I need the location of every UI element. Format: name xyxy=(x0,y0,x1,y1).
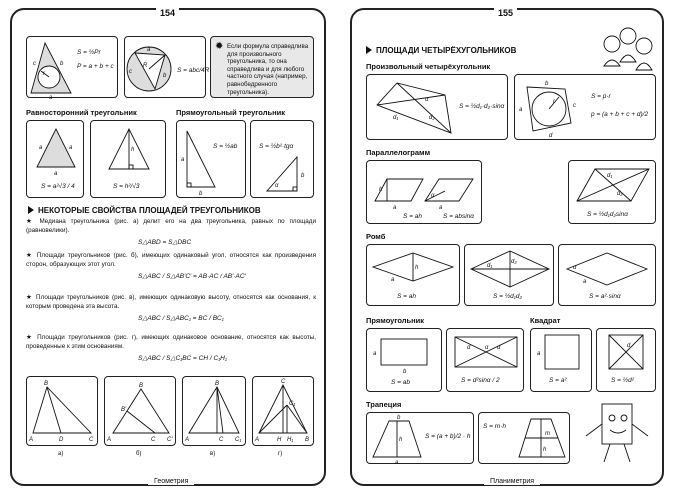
svg-text:C: C xyxy=(219,437,224,443)
svg-text:b: b xyxy=(545,81,549,87)
svg-text:a: a xyxy=(583,279,587,285)
parallelogram-formula-2: S = absinα xyxy=(443,213,474,220)
svg-text:C: C xyxy=(89,437,94,443)
svg-text:A: A xyxy=(107,437,112,443)
svg-text:c: c xyxy=(573,103,576,109)
caption-d: г) xyxy=(278,451,283,457)
square-box-2 xyxy=(596,328,656,392)
square-title: Квадрат xyxy=(530,316,561,325)
svg-text:B: B xyxy=(215,381,220,387)
rectangle-formula-2: S = d²sinα / 2 xyxy=(461,377,500,384)
right-triangle-figure-1 xyxy=(177,121,247,199)
svg-text:m: m xyxy=(545,431,550,437)
svg-text:d: d xyxy=(549,133,553,139)
property-1-formula: S△ABD = S△DBC xyxy=(138,239,192,246)
svg-text:d₁: d₁ xyxy=(607,173,613,179)
property-4-formula: S△ABC / S△C₁BC = CH / C₁H₁ xyxy=(138,355,227,362)
right-page xyxy=(350,8,664,486)
svg-text:c: c xyxy=(129,69,132,75)
svg-text:a: a xyxy=(39,145,43,151)
svg-text:α: α xyxy=(573,265,577,271)
page-number: 155 xyxy=(494,8,517,18)
property-2: ★ Площади треугольников (рис. б), имеющих одинаковый угол, относятся как произведения сторон, образующих этот угол. xyxy=(26,252,316,268)
square-box-1 xyxy=(530,328,592,392)
caption-c: в) xyxy=(210,451,216,457)
caption-a: а) xyxy=(58,451,64,457)
parallelogram-formula-3: S = ½d₁d₂sinα xyxy=(587,211,628,218)
svg-text:d₁: d₁ xyxy=(487,263,493,269)
figure-d-box xyxy=(252,376,314,446)
page-title-text: ПЛОЩАДИ ЧЕТЫРЁХУГОЛЬНИКОВ xyxy=(376,46,517,55)
svg-text:d: d xyxy=(627,343,631,349)
formula-incircle: S = ½Pr xyxy=(77,49,101,56)
svg-text:d₁: d₁ xyxy=(393,115,399,121)
svg-text:α: α xyxy=(425,97,429,103)
svg-text:B: B xyxy=(139,383,144,389)
equilateral-box-1 xyxy=(26,120,84,198)
svg-text:b: b xyxy=(397,415,401,421)
trapezoid-figure-2 xyxy=(479,413,571,465)
rhombus-box-2 xyxy=(464,244,554,306)
svg-text:H: H xyxy=(277,437,282,443)
svg-text:B: B xyxy=(44,381,49,387)
svg-text:a: a xyxy=(395,460,399,466)
svg-text:a: a xyxy=(49,95,53,101)
rectangle-formula-1: S = ab xyxy=(391,379,410,386)
rhombus-formula-1: S = ah xyxy=(397,293,416,300)
trapezoid-title: Трапеция xyxy=(366,400,402,409)
rhombus-title: Ромб xyxy=(366,232,386,241)
svg-text:d₂: d₂ xyxy=(511,259,517,265)
svg-text:a: a xyxy=(69,145,73,151)
rectangle-box-2 xyxy=(446,328,524,392)
square-formula-1: S = a² xyxy=(549,377,567,384)
rhombus-box-1 xyxy=(366,244,460,306)
rhombus-formula-2: S = ½d₁d₂ xyxy=(493,293,522,300)
section-title xyxy=(28,206,261,215)
svg-text:d: d xyxy=(497,345,501,351)
svg-text:B: B xyxy=(305,437,310,443)
svg-text:h: h xyxy=(131,147,135,153)
left-page xyxy=(10,8,326,486)
svg-text:C: C xyxy=(281,379,286,385)
note-box xyxy=(210,36,314,98)
right-triangle-title: Прямоугольный треугольник xyxy=(176,108,285,117)
svg-text:h: h xyxy=(399,437,403,443)
equilateral-title: Равносторонний треугольник xyxy=(26,108,137,117)
section-title-text: НЕКОТОРЫЕ СВОЙСТВА ПЛОЩАДЕЙ ТРЕУГОЛЬНИКОВ xyxy=(38,206,261,215)
svg-text:b: b xyxy=(199,191,203,197)
triangle-bullet-icon xyxy=(366,46,372,54)
svg-text:b: b xyxy=(403,369,407,375)
page-title xyxy=(366,46,516,55)
svg-text:R: R xyxy=(143,63,148,69)
right-triangle-formula-2: S = ½b²·tgα xyxy=(259,143,294,150)
circumscribed-quad-figure xyxy=(515,75,657,141)
arbitrary-formula-2b: p = (a + b + c + d)/2 xyxy=(591,111,649,118)
rectangle-box-1 xyxy=(366,328,442,392)
svg-text:h: h xyxy=(379,187,383,193)
svg-text:α: α xyxy=(431,193,435,199)
median-figure xyxy=(27,377,99,447)
svg-text:α: α xyxy=(485,345,489,351)
svg-text:C₁: C₁ xyxy=(289,401,296,407)
right-triangle-figure-2 xyxy=(251,121,315,199)
rhombus-box-3 xyxy=(558,244,656,306)
figure-b-box xyxy=(104,376,176,446)
svg-text:d₂: d₂ xyxy=(429,115,435,121)
property-3-formula: S△ABC / S△ABC₁ = BC / BC₁ xyxy=(138,315,224,322)
svg-text:a: a xyxy=(147,47,151,53)
figure-a-box xyxy=(26,376,98,446)
parallelogram-title: Параллелограмм xyxy=(366,148,431,157)
svg-text:b: b xyxy=(301,173,305,179)
arbitrary-box-2 xyxy=(514,74,656,140)
common-height-figure xyxy=(183,377,247,447)
circumcircle-box xyxy=(124,36,210,98)
svg-text:b: b xyxy=(60,61,64,67)
svg-text:a: a xyxy=(537,351,541,357)
svg-text:a: a xyxy=(54,171,58,177)
svg-text:a: a xyxy=(393,205,397,211)
svg-text:a: a xyxy=(439,205,443,211)
parallelogram-box-2 xyxy=(568,160,656,224)
property-2-formula: S△ABC / S△AB′C′ = AB·AC / AB′·AC′ xyxy=(138,273,246,280)
square-formula-2: S = ½d² xyxy=(611,377,634,384)
svg-text:C': C' xyxy=(167,437,173,443)
triangle-bullet-icon xyxy=(28,206,34,214)
property-1: ★ Медиана треугольника (рис. а) делит его на два треугольника, равных по площади (равновелики). xyxy=(26,218,316,234)
arbitrary-formula-2a: S = p·r xyxy=(591,93,611,100)
incircle-box xyxy=(26,36,118,101)
svg-text:a: a xyxy=(181,157,185,163)
svg-text:a: a xyxy=(391,277,395,283)
svg-text:a: a xyxy=(373,351,377,357)
rhombus-formula-3: S = a²·sinα xyxy=(589,293,621,300)
svg-text:C₁: C₁ xyxy=(235,437,242,443)
right-triangle-box-2 xyxy=(250,120,314,198)
arbitrary-quad-title: Произвольный четырёхугольник xyxy=(366,62,491,71)
trapezoid-formula-2: S = m·h xyxy=(483,423,506,430)
svg-text:c: c xyxy=(33,61,36,67)
formula-circumcircle: S = abc/4R xyxy=(177,67,210,74)
note-text: Если формула справедлива для произвольного треугольника, то она справедлива и для любого частного случая (например, равнобедренного треугольника). xyxy=(227,43,309,96)
svg-text:h: h xyxy=(415,265,419,271)
svg-text:A: A xyxy=(29,437,34,443)
parallelogram-box-1 xyxy=(366,160,482,224)
svg-text:r: r xyxy=(553,99,555,105)
svg-text:C: C xyxy=(151,437,156,443)
rectangle-title: Прямоугольник xyxy=(366,316,425,325)
svg-text:d: d xyxy=(467,345,471,351)
svg-text:A: A xyxy=(185,437,190,443)
equilateral-box-2 xyxy=(90,120,166,198)
svg-text:h: h xyxy=(543,447,547,453)
formula-perimeter: P = a + b + c xyxy=(77,63,114,70)
trapezoid-formula-1: S = (a + b)/2 · h xyxy=(425,433,471,440)
svg-text:B': B' xyxy=(121,407,127,413)
arbitrary-formula-1: S = ½d₁·d₂·sinα xyxy=(459,103,505,110)
page-footer: Планиметрия xyxy=(484,478,540,485)
caption-b: б) xyxy=(136,451,142,457)
trapezoid-box-2 xyxy=(478,412,570,464)
property-3: ★ Площади треугольников (рис. в), имеющих одинаковую высоту, относятся как основания, к которым проведена эта высота. xyxy=(26,294,316,310)
common-angle-figure xyxy=(105,377,177,447)
cartoon-book-illustration xyxy=(578,400,658,470)
property-4: ★ Площади треугольников (рис. г), имеющих одинаковое основание, относятся как высоты, проведенные к этим основаниям. xyxy=(26,334,316,350)
svg-text:α: α xyxy=(275,183,279,189)
right-triangle-box-1 xyxy=(176,120,246,198)
svg-text:a: a xyxy=(519,107,523,113)
figure-c-box xyxy=(182,376,246,446)
right-triangle-formula-1: S = ½ab xyxy=(213,143,238,150)
svg-text:d₂: d₂ xyxy=(617,191,623,197)
equilateral-formula-2: S = h²/√3 xyxy=(113,183,140,190)
svg-text:H₁: H₁ xyxy=(287,437,294,443)
trapezoid-box-1 xyxy=(366,412,474,464)
lightbulb-icon: ✹ xyxy=(215,41,224,52)
equilateral-formula-1: S = a²√3 / 4 xyxy=(41,183,75,190)
svg-text:A: A xyxy=(255,437,260,443)
svg-text:b: b xyxy=(163,73,167,79)
parallelogram-formula-1: S = ah xyxy=(403,213,422,220)
page-number: 154 xyxy=(156,8,179,18)
svg-text:D: D xyxy=(59,437,64,443)
arbitrary-box-1 xyxy=(366,74,508,140)
common-base-figure xyxy=(253,377,315,447)
page-footer: Геометрия xyxy=(148,478,194,485)
svg-text:r: r xyxy=(43,71,45,77)
